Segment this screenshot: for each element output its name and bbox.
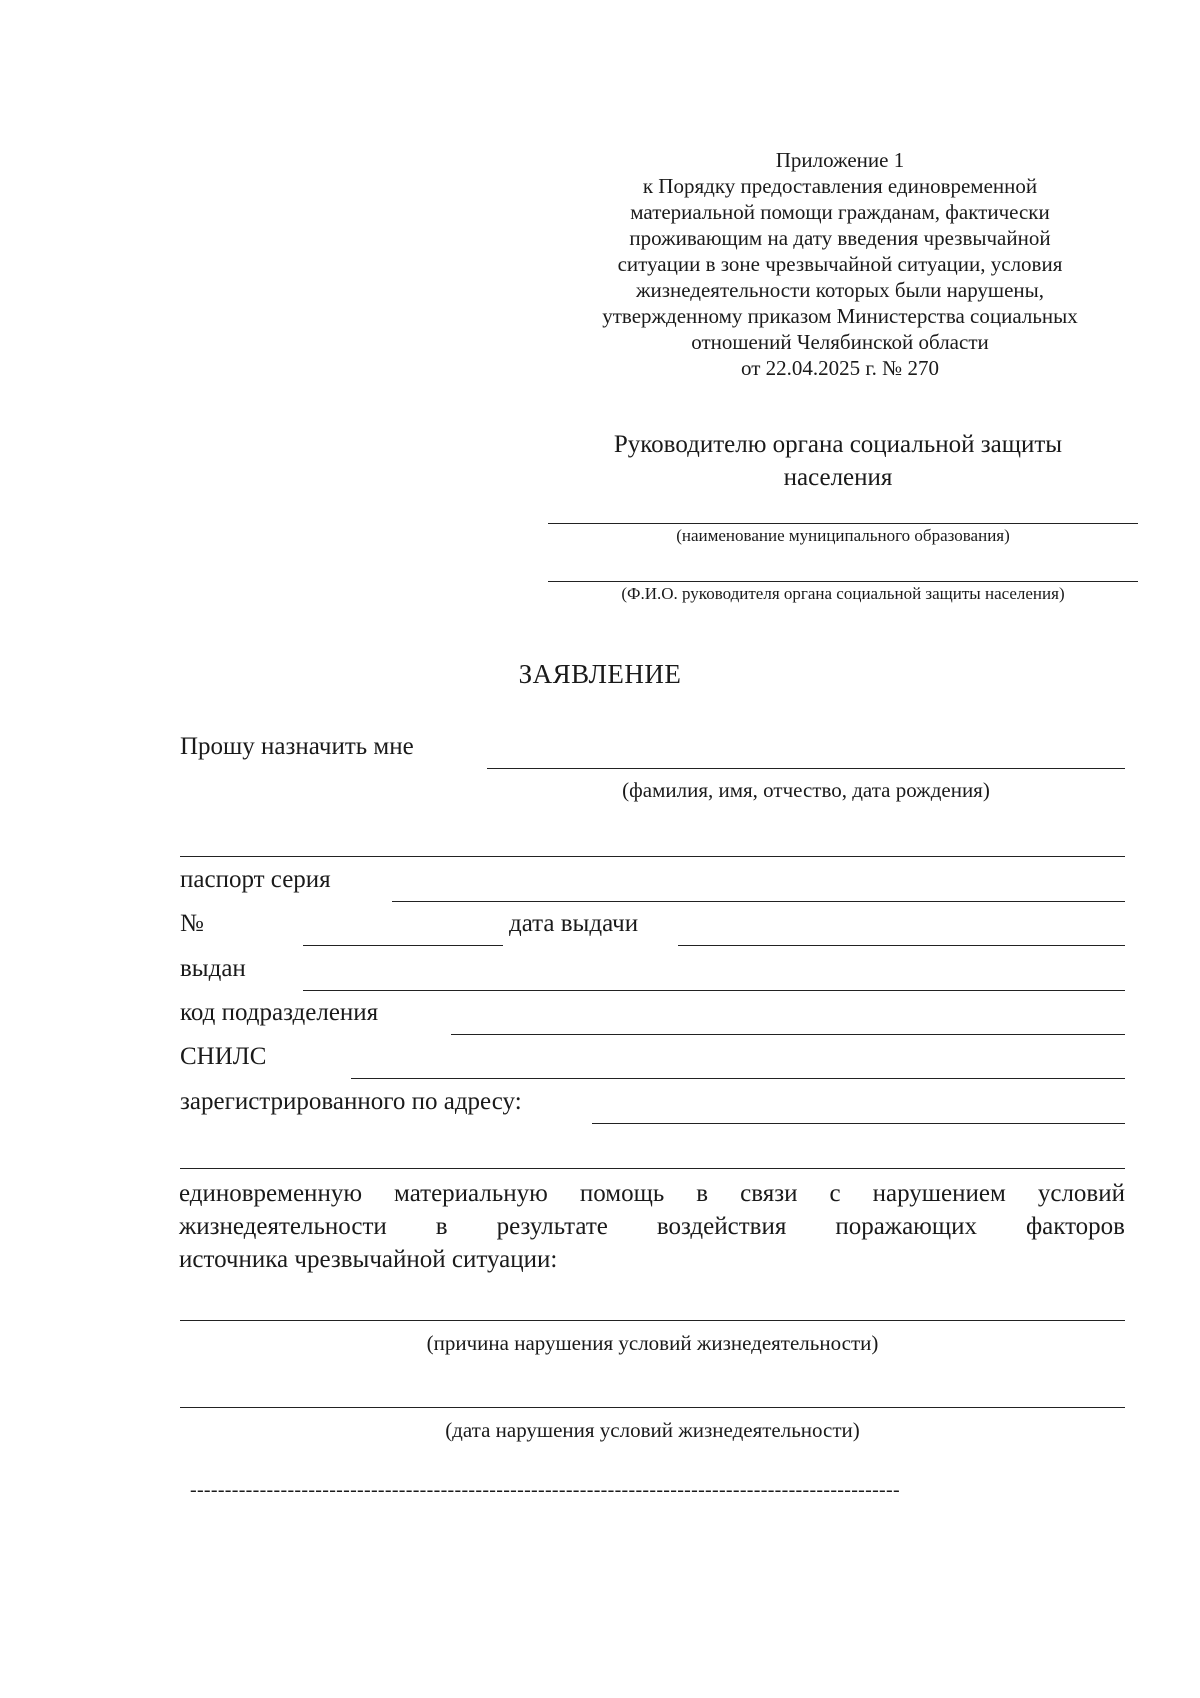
passport-series-field[interactable] bbox=[392, 901, 1125, 902]
appendix-header bbox=[550, 147, 1130, 381]
issued-by-field[interactable] bbox=[303, 990, 1125, 991]
snils-field[interactable] bbox=[351, 1078, 1125, 1079]
issue-date-field[interactable] bbox=[678, 945, 1125, 946]
appendix-line: материальной помощи гражданам, фактически bbox=[630, 200, 1050, 224]
addressee-heading bbox=[548, 428, 1128, 494]
applicant-name-field[interactable] bbox=[487, 768, 1125, 769]
issued-by-label: выдан bbox=[180, 955, 246, 982]
issue-date-label: дата выдачи bbox=[509, 910, 639, 937]
municipality-field[interactable] bbox=[548, 523, 1138, 524]
head-name-field[interactable] bbox=[548, 581, 1138, 582]
address-field[interactable] bbox=[592, 1123, 1125, 1124]
appendix-line: утвержденному приказом Министерства социальных bbox=[602, 304, 1078, 328]
applicant-name-caption: (фамилия, имя, отчество, дата рождения) bbox=[622, 778, 990, 802]
division-code-label: код подразделения bbox=[180, 999, 379, 1026]
date-field[interactable] bbox=[180, 1407, 1125, 1408]
address-label: зарегистрированного по адресу: bbox=[180, 1088, 522, 1115]
paragraph-line: жизнедеятельности в результате воздействия поражающих факторов bbox=[179, 1213, 1125, 1240]
addressee-line-1: Руководителю органа социальной защиты bbox=[613, 431, 1063, 458]
paragraph-line: источника чрезвычайной ситуации: bbox=[179, 1246, 558, 1273]
snils-label: СНИЛС bbox=[180, 1043, 267, 1070]
head-name-caption: (Ф.И.О. руководителя органа социальной защиты населения) bbox=[621, 584, 1065, 603]
paragraph-line: единовременную материальную помощь в связи с нарушением условий bbox=[179, 1180, 1125, 1207]
municipality-caption: (наименование муниципального образования) bbox=[676, 526, 1010, 545]
document-title: ЗАЯВЛЕНИЕ bbox=[518, 659, 682, 689]
appendix-line: Приложение 1 bbox=[775, 148, 905, 172]
passport-number-field[interactable] bbox=[303, 945, 503, 946]
appendix-line: от 22.04.2025 г. № 270 bbox=[741, 356, 939, 380]
appendix-line: проживающим на дату введения чрезвычайной bbox=[629, 226, 1051, 250]
addressee-line-2: населения bbox=[783, 464, 893, 491]
passport-number-label: № bbox=[180, 910, 204, 937]
request-label: Прошу назначить мне bbox=[180, 733, 414, 760]
appendix-line: отношений Челябинской области bbox=[691, 330, 989, 354]
applicant-name-continuation-field[interactable] bbox=[180, 856, 1125, 857]
reason-caption: (причина нарушения условий жизнедеятельности) bbox=[426, 1331, 879, 1355]
appendix-line: жизнедеятельности которых были нарушены, bbox=[635, 278, 1045, 302]
assistance-paragraph bbox=[179, 1177, 1125, 1276]
passport-series-label: паспорт серия bbox=[180, 866, 331, 893]
date-caption: (дата нарушения условий жизнедеятельности) bbox=[445, 1418, 860, 1442]
reason-field[interactable] bbox=[180, 1320, 1125, 1321]
appendix-line: к Порядку предоставления единовременной bbox=[642, 174, 1038, 198]
address-continuation-field[interactable] bbox=[180, 1168, 1125, 1169]
cut-line-separator: ------------------------------------------------------------------------------------------------------ bbox=[190, 1480, 900, 1500]
division-code-field[interactable] bbox=[451, 1034, 1125, 1035]
appendix-line: ситуации в зоне чрезвычайной ситуации, условия bbox=[617, 252, 1063, 276]
